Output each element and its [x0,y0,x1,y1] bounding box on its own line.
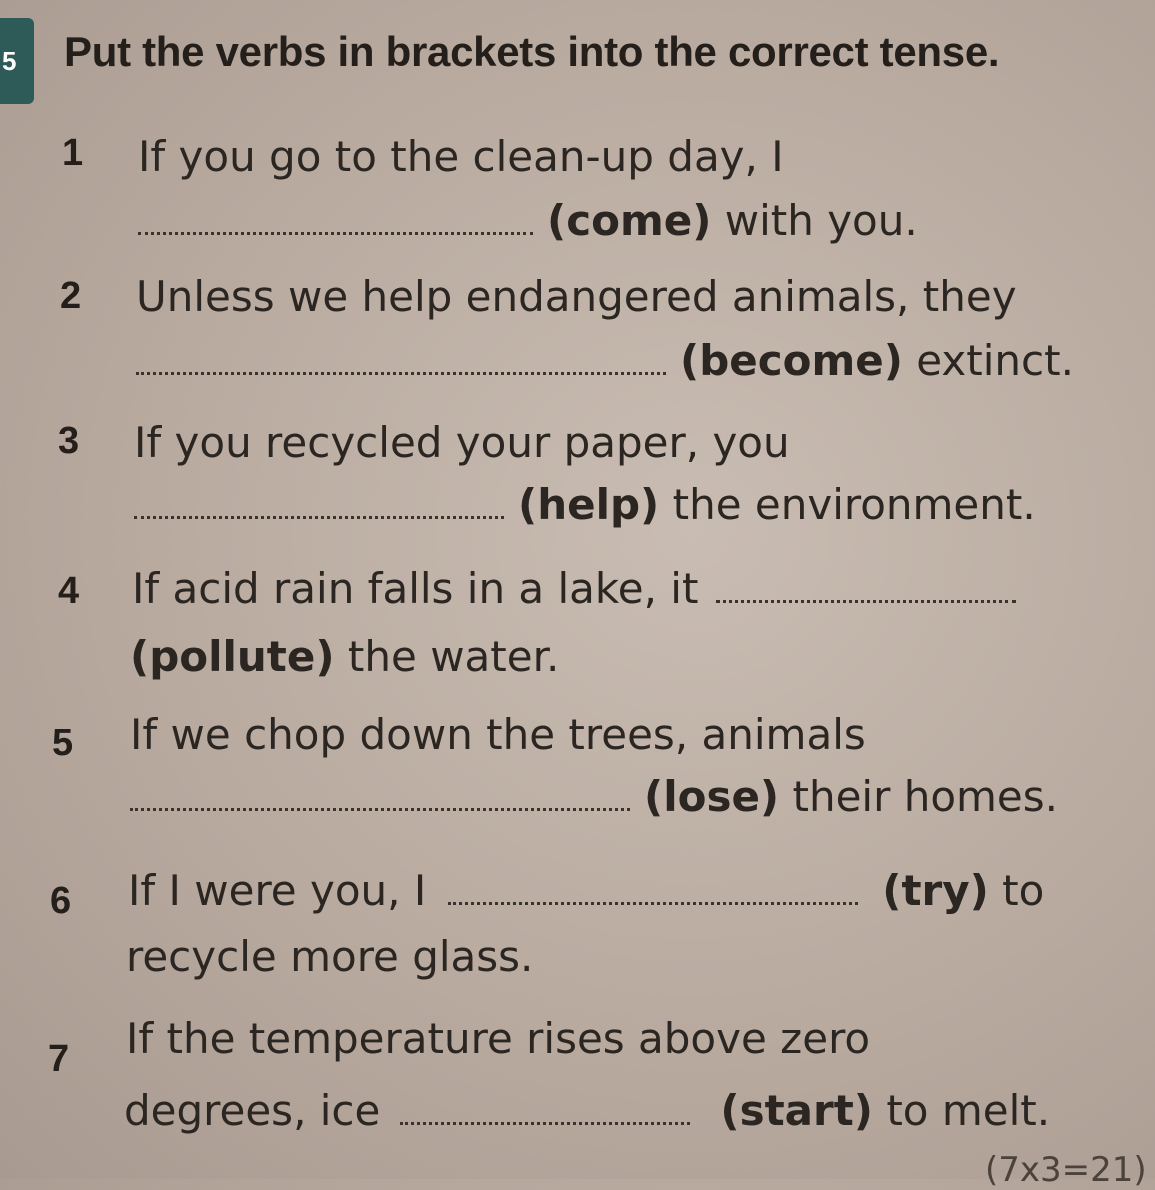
item-4-line2 [130,632,559,681]
answer-blank[interactable] [134,515,504,519]
verb-hint: (lose) [644,772,780,821]
sentence-end: to melt. [872,1086,1051,1135]
sentence-end: their homes. [779,772,1059,821]
item-number: 5 [52,722,74,764]
answer-blank[interactable] [138,231,533,235]
item-1-line2 [138,196,918,245]
item-1-line1: If you go to the clean-up day, I [138,132,784,181]
item-3-line2 [134,480,1036,529]
item-2-line1: Unless we help endangered animals, they [136,272,1017,321]
answer-blank[interactable] [400,1121,690,1125]
verb-hint: (come) [547,196,712,245]
item-4-line1 [132,564,1030,613]
item-6-line2: recycle more glass. [126,932,534,981]
item-number: 3 [58,420,80,462]
verb-hint: (try) [882,866,989,915]
item-number: 6 [50,880,72,922]
exercise-title: Put the verbs in brackets into the correct tense. [64,28,1000,75]
item-2-line2 [136,336,1074,385]
sentence-continue: to [988,866,1045,915]
item-6-line1 [128,866,1044,915]
answer-blank[interactable] [130,807,630,811]
item-5-line2 [130,772,1058,821]
item-3-line1: If you recycled your paper, you [134,418,790,467]
sentence-end: the water. [334,632,560,681]
item-5-line1: If we chop down the trees, animals [130,710,866,759]
verb-hint: (become) [680,336,903,385]
sentence-start: degrees, ice [124,1086,381,1135]
verb-hint: (help) [518,480,660,529]
item-7-line1: If the temperature rises above zero [126,1014,871,1063]
sentence-end: with you. [711,196,918,245]
answer-blank[interactable] [448,901,858,905]
answer-blank[interactable] [136,371,666,375]
sentence-start: If I were you, I [128,866,427,915]
item-number: 4 [58,570,80,612]
item-number: 7 [48,1038,70,1080]
item-7-line2 [124,1086,1050,1135]
sentence-start: If acid rain falls in a lake, it [132,564,699,613]
item-number: 2 [60,275,82,317]
verb-hint: (start) [720,1086,873,1135]
score-note: (7x3=21) [985,1150,1147,1190]
item-number: 1 [62,132,84,174]
sentence-end: extinct. [902,336,1074,385]
sentence-end: the environment. [659,480,1036,529]
answer-blank[interactable] [716,599,1016,603]
verb-hint: (pollute) [130,632,335,681]
exercise-number-tab: 5 [0,18,34,104]
